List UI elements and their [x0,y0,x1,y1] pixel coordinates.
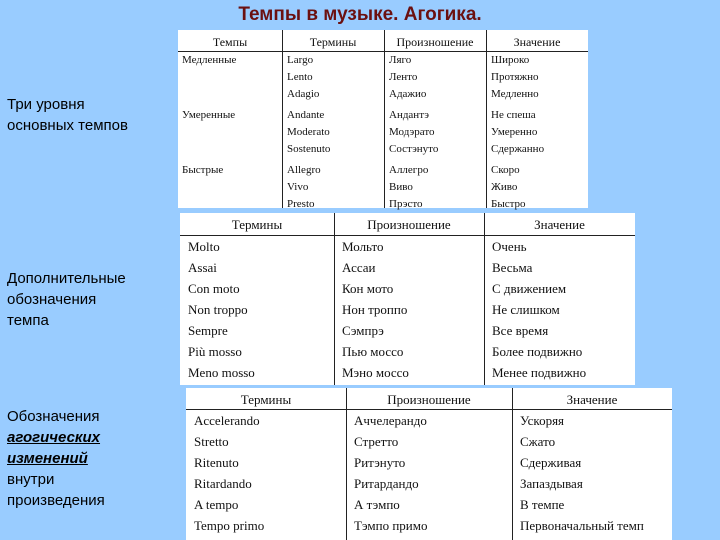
table-cell: Assai [188,260,217,275]
column-header: Произношение [387,392,471,407]
table-cell: Largo [287,54,314,66]
table-cell: Più mosso [188,344,242,359]
table-cell: Сдерживая [520,455,582,470]
label-tempo-levels [7,94,128,136]
table-cell: Скоро [491,164,520,176]
column-divider [484,213,485,385]
table-cell: Мэно моссо [342,365,409,380]
table-cell: Все время [492,323,549,338]
table-cell: Ritenuto [194,455,239,470]
label-line-emphasis: агогических [7,429,101,446]
table-cell: Тэмпо примо [354,518,428,533]
table-cell: Запаздывая [520,476,583,491]
table-cell: Кон мото [342,281,394,296]
table-cell: Ускоряя [520,413,565,428]
table-cell: Стретто [354,434,399,449]
table-cell: Пью моссо [342,344,404,359]
table-cell: С движением [492,281,567,296]
table-cell: Ассаи [342,260,376,275]
label-additional-tempo [7,268,126,331]
table-agogic-terms [186,388,672,540]
table-cell: Non troppo [188,302,248,317]
table-cell: Ленто [389,71,418,83]
label-line: обозначения [7,291,97,308]
table-cell: Vivo [287,181,309,193]
table-cell: Живо [491,181,518,193]
label-line: Дополнительные [7,270,126,287]
table-cell: Andante [287,109,325,121]
table-cell: Molto [188,239,220,254]
table-cell: Состэнуто [389,143,439,155]
table-cell: Moderato [287,126,330,138]
table-cell: Не спеша [491,109,536,121]
table-cell: Adagio [287,88,320,100]
table-cell: Весьма [492,260,533,275]
table-cell: Con moto [188,281,240,296]
table-cell: Быстро [491,198,526,210]
table-cell: Андантэ [389,109,429,121]
table-cell: Менее подвижно [492,365,587,380]
label-line: произведения [7,492,105,509]
column-divider [282,30,283,208]
column-header: Темпы [212,35,248,49]
table-cell: Accelerando [194,413,260,428]
table-cell: Модэрато [389,126,435,138]
column-divider [486,30,487,208]
table-cell: Tempo primo [194,518,265,533]
label-line: темпа [7,312,49,329]
table-cell: Более подвижно [492,344,583,359]
table-cell: Ритэнуто [354,455,406,470]
table-cell: Протяжно [491,71,539,83]
table-cell: Sempre [188,323,228,338]
label-line: Обозначения [7,408,100,425]
table-cell: Нон троппо [342,302,408,317]
column-header: Значение [534,217,585,232]
table-cell: Первоначальный темп [520,518,644,533]
label-line: основных темпов [7,117,128,134]
table-cell: Аллегро [389,164,429,176]
table-cell: В темпе [520,497,565,512]
label-line-emphasis: изменений [7,450,88,467]
table-cell: Мольто [342,239,384,254]
column-header: Произношение [396,35,474,49]
table-basic-tempos [178,30,588,208]
tempo-group-label: Медленные [182,54,237,66]
label-agogic-changes [7,406,105,511]
table-additional-tempo [180,213,635,385]
table-cell: А тэмпо [354,497,400,512]
table-cell: Meno mosso [188,365,255,380]
column-divider [334,213,335,385]
table-cell: Аччелерандо [354,413,427,428]
header-divider [180,235,635,236]
table-cell: Presto [287,198,315,210]
column-header: Значение [513,35,561,49]
column-header: Значение [566,392,618,407]
header-divider [178,51,588,52]
table-cell: Медленно [491,88,539,100]
table-cell: Виво [389,181,413,193]
column-header: Термины [240,392,292,407]
table-cell: Ритардандо [354,476,419,491]
table-cell: Сэмпрэ [342,323,384,338]
table-cell: Адажио [389,88,427,100]
header-divider [186,409,672,410]
column-header: Термины [309,35,357,49]
column-divider [346,388,347,540]
table-cell: A tempo [194,497,239,512]
table-cell: Очень [492,239,527,254]
column-divider [512,388,513,540]
tempo-group-label: Быстрые [182,164,224,176]
page-title: Темпы в музыке. Агогика. [238,4,482,25]
table-cell: Широко [491,54,530,66]
column-divider [384,30,385,208]
tempo-group-label: Умеренные [182,109,236,121]
table-cell: Ritardando [194,476,252,491]
table-cell: Sostenuto [287,143,331,155]
table-cell: Сдержанно [491,143,545,155]
table-cell: Lento [287,71,313,83]
table-cell: Ляго [389,54,412,66]
table-cell: Не слишком [492,302,560,317]
column-header: Термины [231,217,283,232]
column-header: Произношение [367,217,451,232]
table-cell: Умеренно [491,126,538,138]
table-cell: Прэсто [389,198,423,210]
table-cell: Сжато [520,434,556,449]
label-line: Три уровня [7,96,85,113]
label-line: внутри [7,471,55,488]
table-cell: Stretto [194,434,229,449]
table-cell: Allegro [287,164,321,176]
